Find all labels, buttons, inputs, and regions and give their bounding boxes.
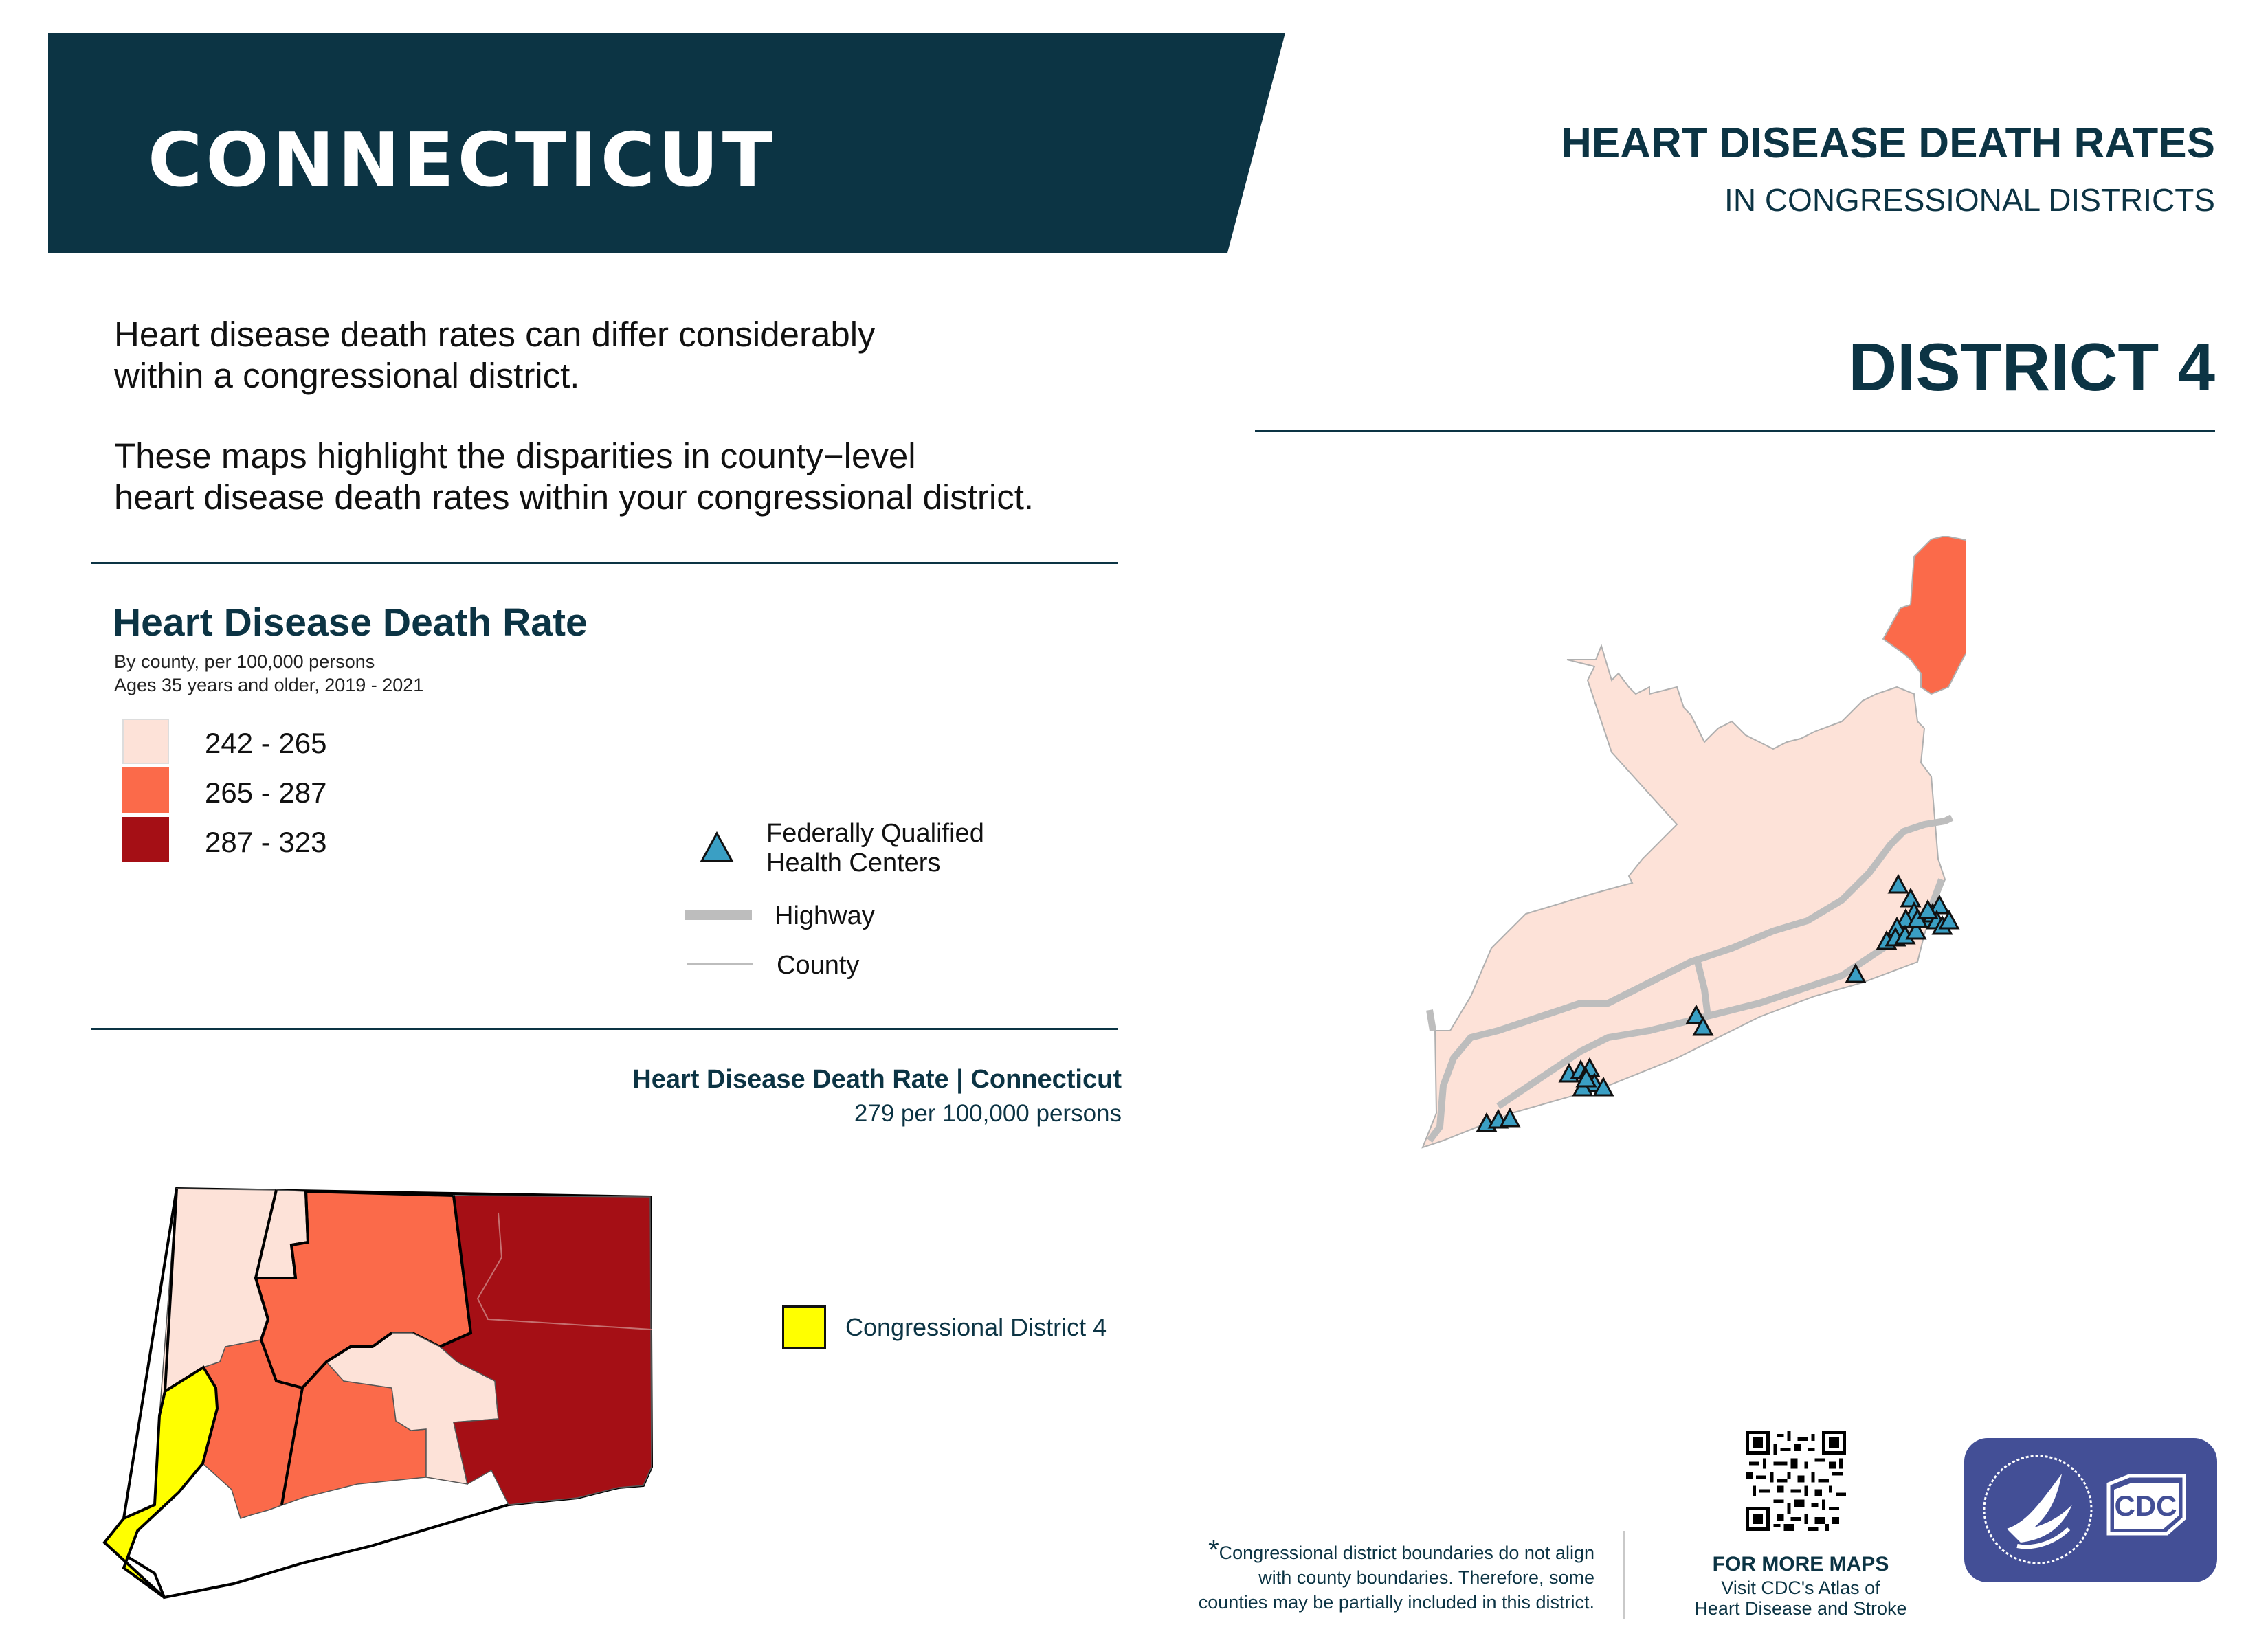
qr-code-icon[interactable] (1746, 1431, 1846, 1531)
more-maps-line-2: Heart Disease and Stroke (1694, 1598, 1907, 1619)
legend-fqhc-line-1: Federally Qualified (766, 819, 984, 848)
intro-line-1: Heart disease death rates can differ considerably (114, 315, 876, 354)
footer-divider (1623, 1531, 1625, 1619)
more-maps-title[interactable]: FOR MORE MAPS (1712, 1553, 1889, 1575)
state-map-rate: 279 per 100,000 persons (854, 1100, 1122, 1127)
district-label: DISTRICT 4 (1848, 329, 2215, 405)
footnote-line-2: with county boundaries. Therefore, some (1258, 1567, 1594, 1588)
legend-bin-low: 242 - 265 (205, 727, 327, 759)
legend-county: County (777, 951, 860, 980)
legend-highway: Highway (775, 901, 875, 930)
cdc-logo-icon (2102, 1470, 2191, 1539)
intro-line-3: These maps highlight the disparities in county−level (114, 436, 916, 475)
page-subtitle: IN CONGRESSIONAL DISTRICTS (1724, 182, 2215, 218)
footnote-line-1: Congressional district boundaries do not align (1219, 1543, 1594, 1563)
hhs-eagle-icon (1979, 1446, 2096, 1573)
legend-subtitle-1: By county, per 100,000 persons (114, 651, 375, 672)
legend-bin-mid: 265 - 287 (205, 776, 327, 809)
fqhc-marker (1847, 965, 1865, 982)
fqhc-marker (1501, 1110, 1519, 1126)
page-title: HEART DISEASE DEATH RATES (1561, 120, 2215, 167)
legend-bin-high: 287 - 323 (205, 826, 327, 858)
legend-subtitle-2: Ages 35 years and older, 2019 - 2021 (114, 675, 424, 695)
district-legend-label: Congressional District 4 (845, 1313, 1107, 1341)
footnote-line-3: counties may be partially included in this district. (1198, 1592, 1594, 1613)
footnote-star: * (1208, 1535, 1219, 1565)
state-map-title: Heart Disease Death Rate | Connecticut (632, 1065, 1122, 1094)
state-name: CONNECTICUT (148, 117, 777, 203)
footnote (1113, 1535, 1594, 1615)
more-maps-line-1: Visit CDC's Atlas of (1721, 1578, 1880, 1598)
cdc-logo-text: CDC (2114, 1490, 2177, 1522)
intro-line-4: heart disease death rates within your congressional district. (114, 478, 1034, 517)
legend-fqhc-line-2: Health Centers (766, 849, 941, 877)
intro-line-2: within a congressional district. (114, 356, 580, 395)
legend-title: Heart Disease Death Rate (113, 601, 588, 644)
fqhc-marker (1889, 876, 1907, 893)
